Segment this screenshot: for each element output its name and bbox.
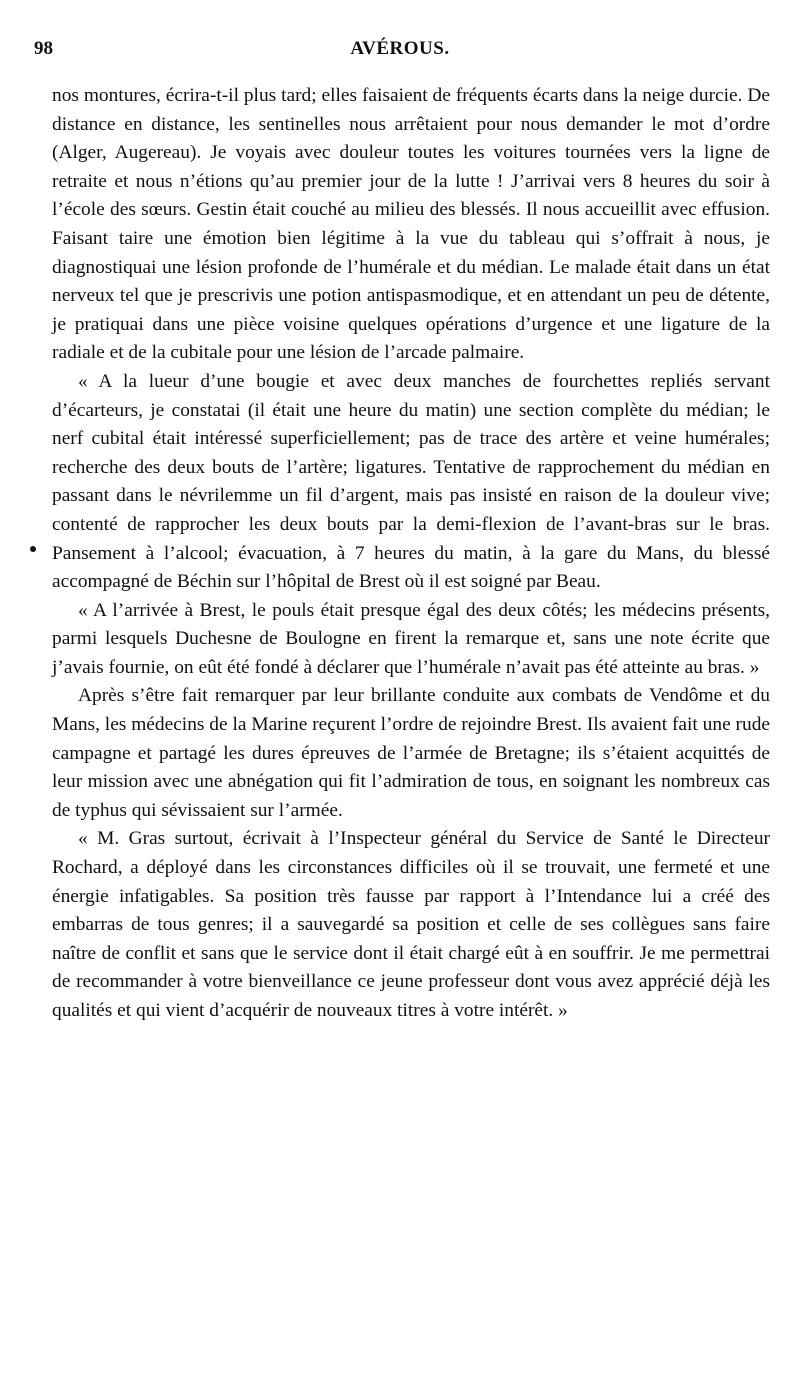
- margin-mark: [30, 546, 36, 552]
- paragraph-2: « A la lueur d’une bougie et avec deux manches de fourchettes repliés servant d’écarteurs, je constatai (il était une heure du matin) une section complète du médian; le nerf cubital était intéressé superficiellement; pas de trace des artère et veine humérales; recherche des deux bouts de l’artère; ligatures. Tentative de rapprochement du médian en passant dans le névrilemme un fil d’argent, mais pas insisté en raison de la douleur vive; contenté de rapprocher les deux bouts par la demi-flexion de l’avant-bras sur le bras. Pansement à l’alcool; évacuation, à 7 heures du matin, à la gare du Mans, du blessé accompagné de Béchin sur l’hôpital de Brest où il est soigné par Beau.: [52, 370, 770, 593]
- page-header: [34, 38, 766, 68]
- paragraph-4: Après s’être fait remarquer par leur brillante conduite aux combats de Vendôme et du Mans, les médecins de la Marine reçurent l’ordre de rejoindre Brest. Ils avaient fait une rude campagne et partagé les dures épreuves de l’armée de Bretagne; ils s’étaient acquittés de leur mission avec une abnégation qui fit l’admiration de tous, en soignant les nombreux cas de typhus qui sévissaient sur l’armée.: [52, 685, 770, 821]
- paragraph-5: « M. Gras surtout, écrivait à l’Inspecteur général du Service de Santé le Directeur Rochard, a déployé dans les circonstances difficiles où il se trouvait, une fermeté et une énergie infatigables. Sa position très fausse par rapport à l’Intendance lui a créé des embarras de tous genres; il a sauvegardé sa position et celle de ses collègues sans faire naître de conflit et sans que le service dont il était chargé eût à en souffrir. Je me permettrai de recommander à votre bienveillance ce jeune professeur dont vous avez apprécié déjà les qualités et qui vient d’acquérir de nouveaux titres à votre intérêt. »: [52, 828, 770, 1021]
- paragraph-3: « A l’arrivée à Brest, le pouls était presque égal des deux côtés; les médecins présents, parmi lesquels Duchesne de Boulogne en firent la remarque et, sans une note écrite que j’avais fournie, on eût été fondé à déclarer que l’humérale n’avait pas été atteinte au bras. »: [52, 599, 770, 678]
- running-head: AVÉROUS.: [350, 38, 450, 59]
- page-number: 98: [34, 38, 53, 59]
- body-text: [52, 82, 770, 1026]
- paragraph-1: nos montures, écrira-t-il plus tard; elles faisaient de fréquents écarts dans la neige durcie. De distance en distance, les sentinelles nous arrêtaient pour nous demander le mot d’ordre (Alger, Augereau). Je voyais avec douleur toutes les voitures tournées vers la ligne de retraite et nous n’étions qu’au premier jour de la lutte ! J’arrivai vers 8 heures du soir à l’école des sœurs. Gestin était couché au milieu des blessés. Il nous accueillit avec effusion. Faisant taire une émotion bien légitime à la vue du tableau qui s’offrait à nous, je diagnostiquai une lésion profonde de l’humérale et du médian. Le malade était dans un état nerveux tel que je prescrivis une potion antispasmodique, et en attendant un peu de détente, je pratiquai dans une pièce voisine quelques opérations d’urgence et une ligature de la radiale et de la cubitale pour une lésion de l’arcade palmaire.: [52, 85, 770, 364]
